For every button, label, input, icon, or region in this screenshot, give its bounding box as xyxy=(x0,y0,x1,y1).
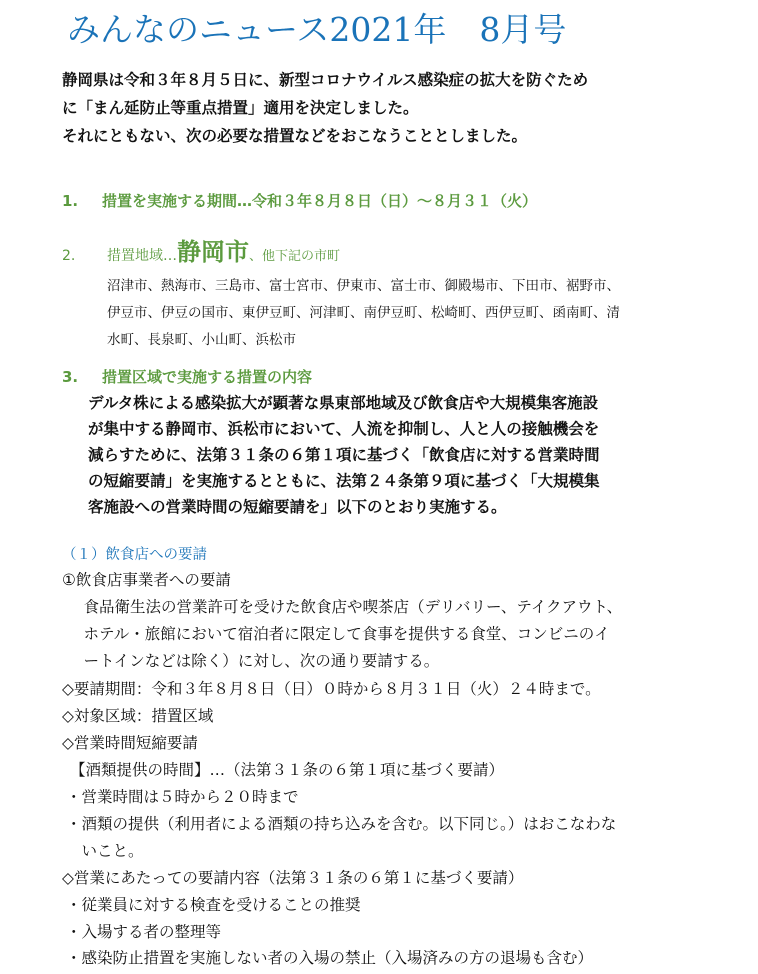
measures-body-line: の短縮要請」を実施するとともに、法第２４条第９項に基づく「大規模集 xyxy=(88,472,600,490)
intro-line: 静岡県は令和３年８月５日に、新型コロナウイルス感染症の拡大を防ぐため xyxy=(62,71,589,89)
item-prefix: 措置地域… xyxy=(107,248,177,264)
city-list-line: 伊豆市、伊豆の国市、東伊豆町、河津町、南伊豆町、松崎町、西伊豆町、函南町、清 xyxy=(107,305,620,321)
item-city: 静岡市 xyxy=(177,238,249,266)
item-measures xyxy=(62,366,312,387)
body-line: ートインなどは除く）に対し、次の通り要請する。 xyxy=(68,652,440,670)
item-text: 措置区域で実施する措置の内容 xyxy=(102,368,313,386)
item-number: 3. xyxy=(62,368,79,386)
body-line: ・営業時間は５時から２０時まで xyxy=(66,788,299,806)
body-line: ・感染防止措置を実施しない者の入場の禁止（入場済みの方の退場も含む） xyxy=(66,949,594,967)
item-number: 1. xyxy=(62,192,79,210)
item-number: 2. xyxy=(62,248,76,264)
body-line: ◇営業時間短縮要請 xyxy=(62,734,198,752)
intro-line: に「まん延防止等重点措置」適用を決定しました。 xyxy=(62,99,419,117)
body-line: ・酒類の提供（利用者による酒類の持ち込みを含む。以下同じ。）はおこなわな xyxy=(66,815,617,833)
body-line: ①飲食店事業者への要請 xyxy=(62,571,231,589)
body-line: ホテル・旅館において宿泊者に限定して食事を提供する食堂、コンビニのイ xyxy=(68,625,610,643)
item-period xyxy=(62,190,537,211)
measures-body-line: 減らすために、法第３１条の６第１項に基づく「飲食店に対する営業時間 xyxy=(88,446,600,464)
item-area xyxy=(62,232,340,267)
intro-line: それにともない、次の必要な措置などをおこなうこととしました。 xyxy=(62,127,528,145)
page-title: みんなのニュース2021年 8月号 xyxy=(67,10,567,49)
body-line: ◇対象区域：措置区域 xyxy=(62,707,214,725)
body-line: ・従業員に対する検査を受けることの推奨 xyxy=(66,896,361,914)
item-suffix: 、他下記の市町 xyxy=(249,249,341,264)
measures-body-line: デルタ株による感染拡大が顕著な県東部地域及び飲食店や大規模集客施設 xyxy=(88,394,599,412)
city-list-line: 沼津市、熱海市、三島市、富士宮市、伊東市、富士市、御殿場市、下田市、裾野市、 xyxy=(107,278,620,294)
city-list-line: 水町、長泉町、小山町、浜松市 xyxy=(107,332,296,348)
body-line: 【酒類提供の時間】…（法第３１条の６第１項に基づく要請） xyxy=(70,761,505,779)
section-heading: （１）飲食店への要請 xyxy=(62,547,207,563)
item-text: 措置を実施する期間…令和３年８月８日（日）～８月３１（火） xyxy=(102,192,538,210)
body-line: ◇要請期間：令和３年８月８日（日）０時から８月３１日（火）２４時まで。 xyxy=(62,680,601,698)
body-line: いこと。 xyxy=(66,842,144,860)
measures-body-line: が集中する静岡市、浜松市において、人流を抑制し、人と人の接触機会を xyxy=(88,420,600,438)
body-line: ・入場する者の整理等 xyxy=(66,923,222,941)
body-line: 食品衛生法の営業許可を受けた飲食店や喫茶店（デリバリー、テイクアウト、 xyxy=(68,598,623,616)
measures-body-line: 客施設への営業時間の短縮要請を」以下のとおり実施する。 xyxy=(88,498,507,516)
body-line: ◇営業にあたっての要請内容（法第３１条の６第１に基づく要請） xyxy=(62,869,524,887)
